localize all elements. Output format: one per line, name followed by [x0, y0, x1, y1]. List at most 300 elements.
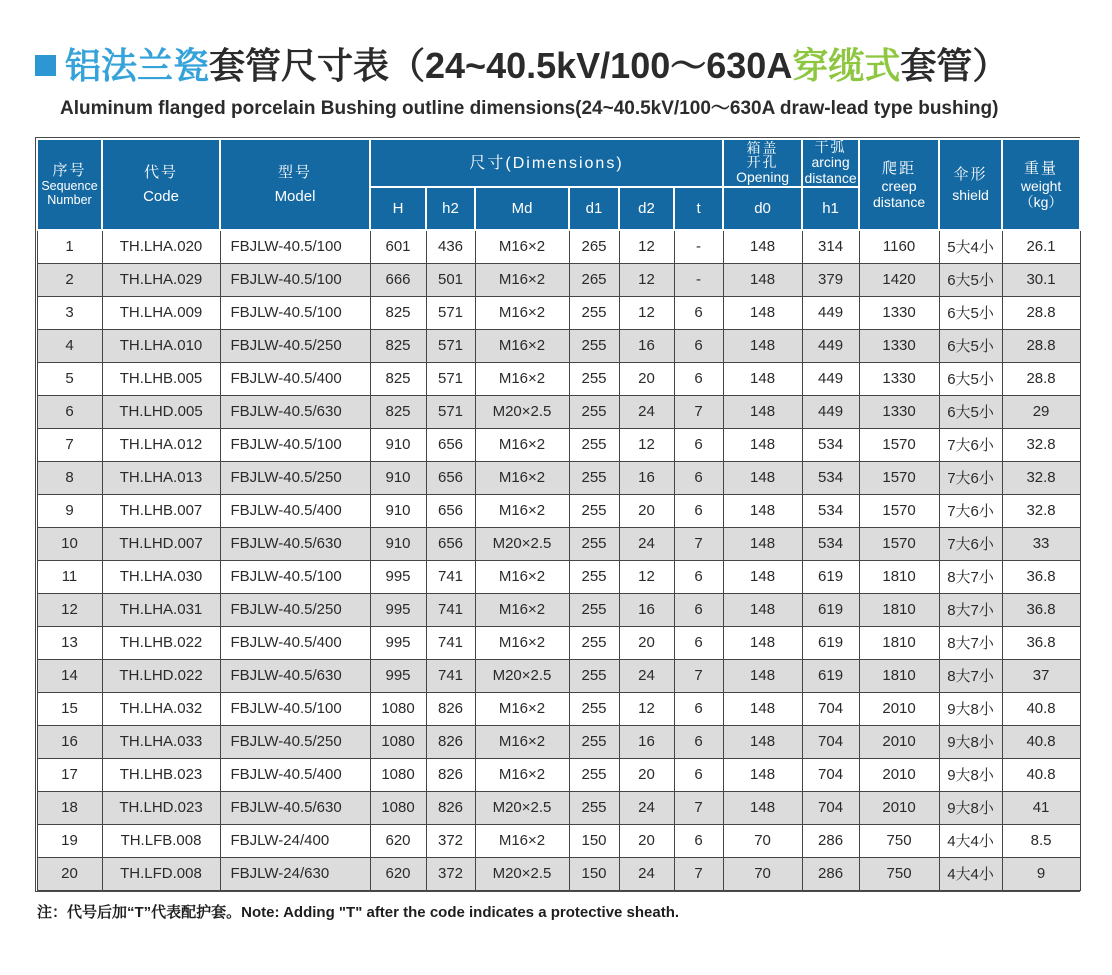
table-row [37, 593, 1080, 626]
table-cell: M16×2 [475, 494, 569, 527]
table-cell: 741 [426, 593, 475, 626]
table-body [37, 230, 1080, 890]
table-cell: TH.LHA.009 [102, 296, 220, 329]
table-cell: 8大7小 [939, 626, 1002, 659]
title-bullet-square-icon [35, 55, 56, 76]
table-cell: 619 [802, 626, 859, 659]
table-row [37, 296, 1080, 329]
footnote: 注：代号后加“T”代表配护套。Note: Adding "T" after the code indicates a protective sheath. [37, 904, 680, 921]
table-cell: M16×2 [475, 593, 569, 626]
table-cell: 148 [723, 758, 802, 791]
page-title-row [35, 46, 1008, 86]
table-cell: 41 [1002, 791, 1080, 824]
table-cell: 7 [674, 791, 723, 824]
table-cell: M16×2 [475, 362, 569, 395]
table-cell: 6 [674, 461, 723, 494]
table-cell: 9大8小 [939, 692, 1002, 725]
table-cell: 7 [674, 659, 723, 692]
table-cell: TH.LHD.007 [102, 527, 220, 560]
table-cell: 255 [569, 791, 619, 824]
header-seq-en1: Sequence [41, 178, 98, 193]
col-header-t: t [674, 187, 723, 230]
table-cell: 255 [569, 725, 619, 758]
table-cell: 1810 [859, 626, 939, 659]
table-cell: M16×2 [475, 263, 569, 296]
table-cell: 7 [674, 395, 723, 428]
table-cell: 9 [1002, 857, 1080, 890]
header-opening-zh1: 箱盖 [746, 140, 779, 157]
table-cell: 1810 [859, 593, 939, 626]
table-cell: 19 [37, 824, 102, 857]
table-cell: 750 [859, 824, 939, 857]
table-cell: 8大7小 [939, 593, 1002, 626]
table-cell: 6大5小 [939, 329, 1002, 362]
table-cell: 1810 [859, 560, 939, 593]
table-cell: FBJLW-40.5/100 [220, 230, 370, 263]
header-arcing-en2: distance [804, 170, 857, 187]
table-cell: 16 [619, 329, 674, 362]
table-cell: TH.LHA.031 [102, 593, 220, 626]
table-cell: 571 [426, 296, 475, 329]
table-cell: 20 [619, 758, 674, 791]
header-shield-en: shield [952, 187, 989, 204]
table-cell: 70 [723, 824, 802, 857]
table-cell: 1330 [859, 329, 939, 362]
col-header-H: H [370, 187, 426, 230]
table-cell: 9大8小 [939, 791, 1002, 824]
table-cell: 150 [569, 824, 619, 857]
table-cell: 7大6小 [939, 461, 1002, 494]
table-cell: 148 [723, 428, 802, 461]
table-cell: M20×2.5 [475, 395, 569, 428]
table-cell: 30.1 [1002, 263, 1080, 296]
table-cell: 449 [802, 296, 859, 329]
table-cell: 2010 [859, 791, 939, 824]
header-arcing-zh: 干弧 [814, 139, 847, 155]
table-cell: 24 [619, 395, 674, 428]
table-cell: 255 [569, 296, 619, 329]
table-cell: 9大8小 [939, 758, 1002, 791]
table-row [37, 428, 1080, 461]
table-cell: M16×2 [475, 461, 569, 494]
table-cell: 826 [426, 692, 475, 725]
table-cell: 601 [370, 230, 426, 263]
table-cell: TH.LFD.008 [102, 857, 220, 890]
table-cell: FBJLW-40.5/100 [220, 296, 370, 329]
table-cell: 910 [370, 527, 426, 560]
table-cell: 37 [1002, 659, 1080, 692]
header-model-en: Model [274, 187, 316, 205]
header-seq-en2: Number [47, 192, 92, 207]
table-cell: 17 [37, 758, 102, 791]
table-cell: 6大5小 [939, 296, 1002, 329]
table-cell: 16 [37, 725, 102, 758]
table-cell: 255 [569, 395, 619, 428]
header-opening-en: Opening [736, 169, 790, 186]
table-cell: 20 [37, 857, 102, 890]
table-cell: 1080 [370, 725, 426, 758]
table-cell: 826 [426, 758, 475, 791]
table-row [37, 725, 1080, 758]
table-cell: 32.8 [1002, 494, 1080, 527]
table-cell: 26.1 [1002, 230, 1080, 263]
table-cell: 8.5 [1002, 824, 1080, 857]
table-cell: 18 [37, 791, 102, 824]
table-cell: 910 [370, 461, 426, 494]
table-cell: 741 [426, 659, 475, 692]
table-cell: 148 [723, 593, 802, 626]
table-cell: FBJLW-40.5/630 [220, 395, 370, 428]
table-row [37, 494, 1080, 527]
table-cell: M20×2.5 [475, 857, 569, 890]
table-row [37, 263, 1080, 296]
table-cell: 40.8 [1002, 692, 1080, 725]
table-cell: 372 [426, 824, 475, 857]
table-cell: 1330 [859, 296, 939, 329]
table-cell: 436 [426, 230, 475, 263]
table-cell: TH.LHB.005 [102, 362, 220, 395]
table-cell: - [674, 263, 723, 296]
table-cell: M16×2 [475, 428, 569, 461]
table-cell: 12 [619, 692, 674, 725]
col-header-d1: d1 [569, 187, 619, 230]
header-opening-zh2: 开孔 [746, 154, 779, 171]
table-cell: M16×2 [475, 296, 569, 329]
table-cell: 4大4小 [939, 824, 1002, 857]
table-cell: 6 [674, 296, 723, 329]
table-cell: 619 [802, 593, 859, 626]
dimensions-table-wrap [35, 137, 1080, 892]
table-cell: TH.LHA.033 [102, 725, 220, 758]
table-cell: 12 [619, 263, 674, 296]
table-cell: 40.8 [1002, 758, 1080, 791]
table-cell: 70 [723, 857, 802, 890]
table-cell: 32.8 [1002, 428, 1080, 461]
table-cell: FBJLW-40.5/100 [220, 263, 370, 296]
table-cell: 825 [370, 296, 426, 329]
table-cell: 449 [802, 362, 859, 395]
table-row [37, 857, 1080, 890]
table-row [37, 461, 1080, 494]
title-accent-blue: 铝法兰瓷 [65, 45, 210, 86]
table-cell: 2010 [859, 692, 939, 725]
table-cell: 10 [37, 527, 102, 560]
table-cell: 7 [674, 527, 723, 560]
table-cell: 619 [802, 659, 859, 692]
col-header-shield [939, 139, 1002, 230]
col-header-weight [1002, 139, 1080, 230]
table-cell: 148 [723, 791, 802, 824]
table-cell: 656 [426, 494, 475, 527]
table-cell: 1080 [370, 791, 426, 824]
table-cell: 20 [619, 824, 674, 857]
table-cell: 148 [723, 395, 802, 428]
table-cell: 28.8 [1002, 329, 1080, 362]
table-cell: FBJLW-40.5/630 [220, 791, 370, 824]
table-cell: 1330 [859, 395, 939, 428]
table-cell: 2010 [859, 758, 939, 791]
header-arcing-en1: arcing [811, 154, 850, 170]
table-cell: FBJLW-40.5/630 [220, 527, 370, 560]
table-cell: 36.8 [1002, 560, 1080, 593]
col-header-sequence [37, 139, 102, 230]
col-header-h2: h2 [426, 187, 475, 230]
table-row [37, 626, 1080, 659]
table-cell: TH.LHB.007 [102, 494, 220, 527]
table-cell: TH.LHA.013 [102, 461, 220, 494]
col-header-model [220, 139, 370, 230]
table-cell: 6 [674, 725, 723, 758]
table-cell: 255 [569, 659, 619, 692]
table-cell: 20 [619, 362, 674, 395]
table-row [37, 692, 1080, 725]
header-model-zh: 型号 [277, 163, 312, 181]
table-cell: 24 [619, 527, 674, 560]
table-cell: 2010 [859, 725, 939, 758]
table-cell: 6 [674, 329, 723, 362]
table-cell: 265 [569, 230, 619, 263]
table-cell: 620 [370, 824, 426, 857]
header-dimensions-label: 尺寸(Dimensions) [469, 154, 624, 172]
table-cell: FBJLW-24/400 [220, 824, 370, 857]
table-cell: 9大8小 [939, 725, 1002, 758]
table-cell: 15 [37, 692, 102, 725]
table-cell: FBJLW-40.5/250 [220, 329, 370, 362]
table-cell: 620 [370, 857, 426, 890]
table-cell: 6大5小 [939, 362, 1002, 395]
table-cell: 148 [723, 230, 802, 263]
table-cell: TH.LHD.005 [102, 395, 220, 428]
table-cell: 571 [426, 329, 475, 362]
table-cell: 265 [569, 263, 619, 296]
table-cell: 148 [723, 527, 802, 560]
table-cell: 741 [426, 560, 475, 593]
table-cell: 501 [426, 263, 475, 296]
table-cell: 995 [370, 626, 426, 659]
table-cell: 666 [370, 263, 426, 296]
table-cell: 2 [37, 263, 102, 296]
table-cell: 6 [674, 362, 723, 395]
table-cell: 11 [37, 560, 102, 593]
table-cell: 4大4小 [939, 857, 1002, 890]
table-cell: FBJLW-24/630 [220, 857, 370, 890]
table-cell: 449 [802, 395, 859, 428]
table-cell: 6 [674, 692, 723, 725]
table-cell: 20 [619, 494, 674, 527]
col-header-arcing [802, 139, 859, 187]
table-cell: 1160 [859, 230, 939, 263]
title-accent-green: 穿缆式 [792, 45, 901, 86]
table-cell: 1810 [859, 659, 939, 692]
table-cell: 286 [802, 857, 859, 890]
table-cell: 12 [619, 296, 674, 329]
table-row [37, 824, 1080, 857]
header-code-zh: 代号 [143, 163, 178, 181]
table-cell: M16×2 [475, 725, 569, 758]
table-cell: FBJLW-40.5/100 [220, 692, 370, 725]
table-cell: 255 [569, 362, 619, 395]
table-cell: 148 [723, 692, 802, 725]
table-cell: 16 [619, 461, 674, 494]
table-row [37, 659, 1080, 692]
table-row [37, 395, 1080, 428]
table-cell: M16×2 [475, 626, 569, 659]
table-cell: 6 [674, 428, 723, 461]
table-cell: 995 [370, 560, 426, 593]
table-cell: 372 [426, 857, 475, 890]
table-cell: TH.LFB.008 [102, 824, 220, 857]
page-subtitle-english: Aluminum flanged porcelain Bushing outline dimensions(24~40.5kV/100～630A draw-lead type bushing) [60, 98, 999, 119]
table-row [37, 758, 1080, 791]
table-cell: M20×2.5 [475, 791, 569, 824]
table-cell: 255 [569, 692, 619, 725]
table-cell: FBJLW-40.5/100 [220, 428, 370, 461]
table-cell: TH.LHB.023 [102, 758, 220, 791]
table-cell: TH.LHA.029 [102, 263, 220, 296]
table-cell: M20×2.5 [475, 527, 569, 560]
col-header-opening [723, 139, 802, 187]
table-cell: 9 [37, 494, 102, 527]
table-cell: 704 [802, 725, 859, 758]
table-cell: 995 [370, 659, 426, 692]
table-cell: 6 [674, 626, 723, 659]
table-cell: TH.LHA.030 [102, 560, 220, 593]
table-cell: 825 [370, 329, 426, 362]
table-cell: 1570 [859, 494, 939, 527]
table-cell: 704 [802, 692, 859, 725]
table-cell: 8大7小 [939, 659, 1002, 692]
table-cell: 6大5小 [939, 263, 1002, 296]
table-cell: 255 [569, 461, 619, 494]
table-cell: FBJLW-40.5/400 [220, 626, 370, 659]
table-cell: M16×2 [475, 560, 569, 593]
table-cell: 8 [37, 461, 102, 494]
table-cell: 7大6小 [939, 428, 1002, 461]
table-cell: 33 [1002, 527, 1080, 560]
table-cell: M16×2 [475, 758, 569, 791]
table-cell: TH.LHA.010 [102, 329, 220, 362]
table-cell: 6 [674, 824, 723, 857]
table-cell: 571 [426, 362, 475, 395]
table-cell: 148 [723, 659, 802, 692]
table-cell: 6 [674, 494, 723, 527]
table-cell: FBJLW-40.5/400 [220, 494, 370, 527]
table-cell: 28.8 [1002, 296, 1080, 329]
table-cell: 6 [674, 593, 723, 626]
table-cell: 534 [802, 461, 859, 494]
table-cell: 825 [370, 362, 426, 395]
table-cell: TH.LHA.032 [102, 692, 220, 725]
table-cell: 20 [619, 626, 674, 659]
page-title [65, 46, 1008, 86]
header-weight-zh: 重量 [1024, 159, 1059, 177]
table-cell: 1570 [859, 428, 939, 461]
table-cell: 910 [370, 494, 426, 527]
table-cell: 24 [619, 791, 674, 824]
table-cell: 5大4小 [939, 230, 1002, 263]
header-creep-zh: 爬距 [882, 159, 917, 177]
header-code-en: Code [143, 187, 179, 205]
table-cell: 449 [802, 329, 859, 362]
table-cell: 826 [426, 791, 475, 824]
table-cell: 571 [426, 395, 475, 428]
table-cell: 534 [802, 428, 859, 461]
table-cell: 29 [1002, 395, 1080, 428]
table-cell: 704 [802, 791, 859, 824]
table-cell: 14 [37, 659, 102, 692]
header-weight-unit: （kg） [1019, 193, 1063, 210]
table-cell: TH.LHA.012 [102, 428, 220, 461]
header-seq-zh: 序号 [52, 161, 87, 179]
table-cell: 7 [37, 428, 102, 461]
table-cell: 255 [569, 527, 619, 560]
table-cell: 40.8 [1002, 725, 1080, 758]
table-cell: 7 [674, 857, 723, 890]
table-cell: M16×2 [475, 692, 569, 725]
table-cell: 255 [569, 494, 619, 527]
table-cell: 6 [37, 395, 102, 428]
table-cell: 148 [723, 725, 802, 758]
header-shield-zh: 伞形 [953, 166, 988, 184]
col-header-d2: d2 [619, 187, 674, 230]
table-cell: TH.LHD.023 [102, 791, 220, 824]
header-creep-en2: distance [872, 193, 926, 210]
table-cell: TH.LHD.022 [102, 659, 220, 692]
table-row [37, 329, 1080, 362]
table-cell: 1420 [859, 263, 939, 296]
table-cell: 255 [569, 428, 619, 461]
table-cell: 36.8 [1002, 593, 1080, 626]
table-cell: 3 [37, 296, 102, 329]
table-cell: FBJLW-40.5/100 [220, 560, 370, 593]
col-header-h1: h1 [802, 187, 859, 230]
table-cell: 534 [802, 494, 859, 527]
table-row [37, 560, 1080, 593]
table-cell: FBJLW-40.5/250 [220, 725, 370, 758]
col-header-creep [859, 139, 939, 230]
table-cell: 379 [802, 263, 859, 296]
table-cell: 148 [723, 329, 802, 362]
table-cell: 704 [802, 758, 859, 791]
table-row [37, 527, 1080, 560]
table-cell: 148 [723, 560, 802, 593]
table-cell: 7大6小 [939, 494, 1002, 527]
table-cell: FBJLW-40.5/630 [220, 659, 370, 692]
table-cell: FBJLW-40.5/400 [220, 758, 370, 791]
table-cell: 255 [569, 560, 619, 593]
table-cell: 826 [426, 725, 475, 758]
table-cell: 12 [619, 560, 674, 593]
table-cell: TH.LHA.020 [102, 230, 220, 263]
table-cell: 1080 [370, 758, 426, 791]
table-cell: 148 [723, 362, 802, 395]
table-row [37, 230, 1080, 263]
table-cell: 12 [619, 428, 674, 461]
header-creep-en1: creep [881, 177, 917, 194]
table-cell: 1330 [859, 362, 939, 395]
table-cell: 656 [426, 527, 475, 560]
table-row [37, 791, 1080, 824]
table-cell: FBJLW-40.5/250 [220, 461, 370, 494]
table-cell: 148 [723, 461, 802, 494]
table-cell: 16 [619, 593, 674, 626]
col-header-dimensions [370, 139, 723, 187]
title-end: 套管） [900, 45, 1009, 86]
table-cell: FBJLW-40.5/250 [220, 593, 370, 626]
table-cell: 1080 [370, 692, 426, 725]
table-cell: M16×2 [475, 230, 569, 263]
table-cell: 1570 [859, 461, 939, 494]
